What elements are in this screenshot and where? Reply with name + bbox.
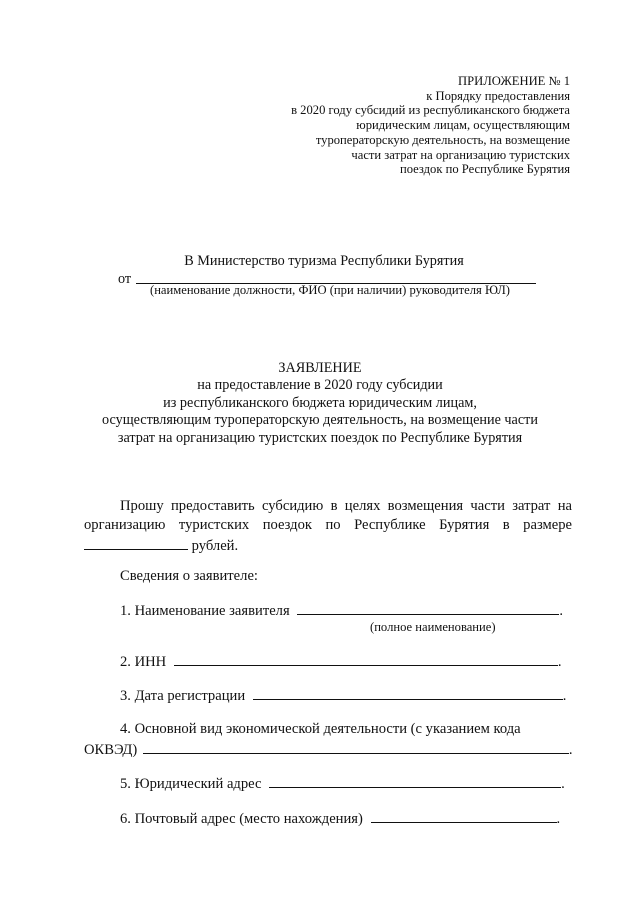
field-reg-date <box>84 685 572 706</box>
request-line: Прошу предоставить субсидию в целях возмещения части затрат на <box>120 498 572 514</box>
field-reg-date-line <box>253 685 563 700</box>
title-line: осуществляющим туроператорскую деятельность, на возмещение части <box>102 412 538 429</box>
amount-fill-line <box>84 535 188 550</box>
field-period: . <box>562 688 567 704</box>
appendix-line: поездок по Республике Бурятия <box>399 162 570 177</box>
field-okved-label-1: 4. Основной вид экономической деятельности (с указанием кода <box>120 721 521 737</box>
appendix-header <box>210 74 570 177</box>
field-postal-address-line <box>371 808 557 823</box>
field-inn-label: 2. ИНН <box>120 654 167 670</box>
field-okved-second-line <box>84 739 572 760</box>
field-period: . <box>557 654 562 670</box>
addressee-ministry: В Министерство туризма Республики Бурятия <box>184 253 464 269</box>
field-reg-date-label: 3. Дата регистрации <box>120 688 246 704</box>
title-line: из республиканского бюджета юридическим лицам, <box>163 394 477 411</box>
from-caption: (наименование должности, ФИО (при наличии) руководителя ЮЛ) <box>150 283 510 297</box>
title-line: на предоставление в 2020 году субсидии <box>197 377 443 394</box>
field-legal-address-line <box>269 773 561 788</box>
field-okved-label-2: ОКВЭД) <box>84 742 138 758</box>
appendix-line: ПРИЛОЖЕНИЕ № 1 <box>458 74 570 88</box>
field-name-line <box>297 600 559 615</box>
field-period: . <box>556 811 561 827</box>
field-legal-address-label: 5. Юридический адрес <box>120 776 262 792</box>
field-postal-address-label: 6. Почтовый адрес (место нахождения) <box>120 811 363 827</box>
title-heading: ЗАЯВЛЕНИЕ <box>278 360 362 376</box>
appendix-line: части затрат на организацию туристских <box>351 147 570 162</box>
request-line: организацию туристских поездок по Республике Бурятия в размере <box>84 517 572 534</box>
field-period: . <box>559 603 563 619</box>
field-name <box>84 600 572 621</box>
document-title <box>0 360 640 447</box>
appendix-line: в 2020 году субсидий из республиканского бюджета <box>291 103 570 118</box>
field-name-caption: (полное наименование) <box>370 620 496 634</box>
applicant-info-label: Сведения о заявителе: <box>120 568 258 584</box>
field-inn-line <box>174 651 558 666</box>
appendix-line: к Порядку предоставления <box>426 88 570 103</box>
request-line-amount <box>84 535 572 556</box>
field-okved <box>84 720 572 739</box>
field-period: . <box>561 776 565 792</box>
amount-suffix: рублей. <box>191 538 239 555</box>
title-line: затрат на организацию туристских поездок по Республике Бурятия <box>117 429 523 446</box>
field-postal-address <box>84 808 572 829</box>
appendix-line: юридическим лицам, осуществляющим <box>356 118 570 133</box>
appendix-line: туроператорскую деятельность, на возмещение <box>315 132 570 147</box>
field-okved-line <box>143 739 569 754</box>
applicant-info-heading <box>84 567 572 586</box>
field-period: . <box>568 742 573 758</box>
request-paragraph <box>84 497 572 557</box>
field-inn <box>84 651 572 672</box>
from-label: от <box>118 271 132 287</box>
field-name-label: 1. Наименование заявителя <box>120 603 290 619</box>
field-legal-address <box>84 773 572 794</box>
